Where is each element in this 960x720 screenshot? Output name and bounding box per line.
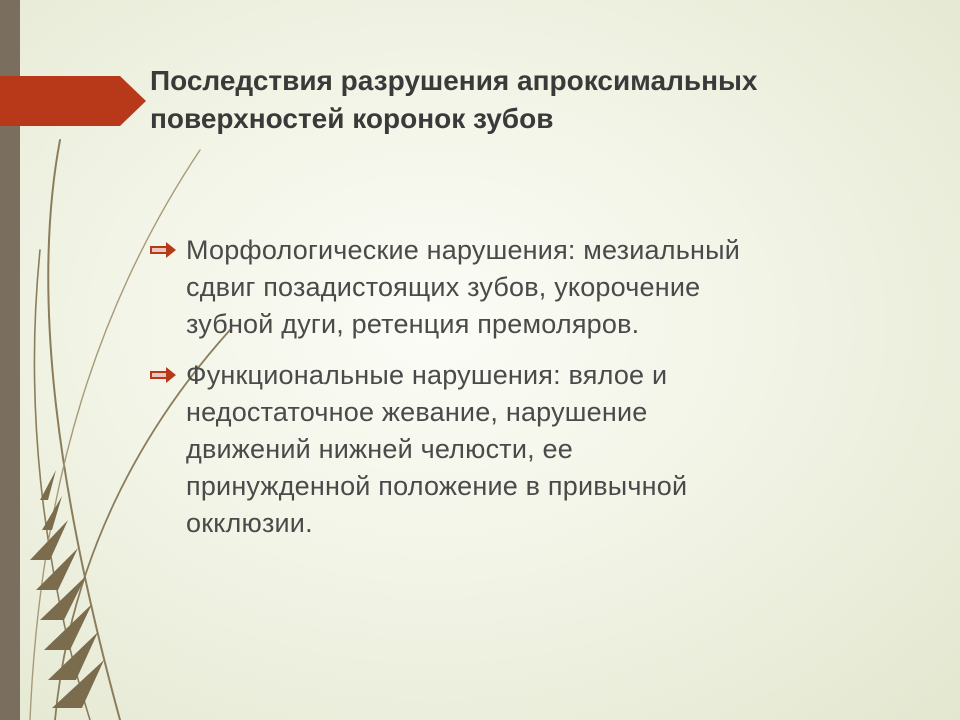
- bullet-text: [186, 357, 890, 542]
- bullet-line: Морфологические нарушения: мезиальный: [186, 235, 740, 265]
- arrow-bullet-icon: [150, 367, 176, 383]
- bullet-line: Функциональные нарушения: вялое и: [186, 360, 668, 390]
- bullet-line: принужденной положение в привычной: [186, 471, 688, 501]
- bullet-line: зубной дуги, ретенция премоляров.: [186, 309, 640, 339]
- slide-title: [150, 62, 960, 138]
- bullet-line: движений нижней челюсти, ее: [186, 434, 573, 464]
- bullet-list: [150, 232, 890, 556]
- bullet-text: [186, 232, 890, 343]
- title-arrow-shape: [0, 76, 146, 126]
- slide-title-line-1: Последствия разрушения апроксимальных: [150, 65, 758, 96]
- bullet-line: сдвиг позадистоящих зубов, укорочение: [186, 272, 701, 302]
- arrow-bullet-icon: [150, 242, 176, 258]
- bullet-line: окклюзии.: [186, 508, 313, 538]
- slide-title-line-2: поверхностей коронок зубов: [150, 103, 554, 134]
- bullet-item-functional: [150, 357, 890, 542]
- bullet-line: недостаточное жевание, нарушение: [186, 397, 648, 427]
- bullet-item-morphological: [150, 232, 890, 343]
